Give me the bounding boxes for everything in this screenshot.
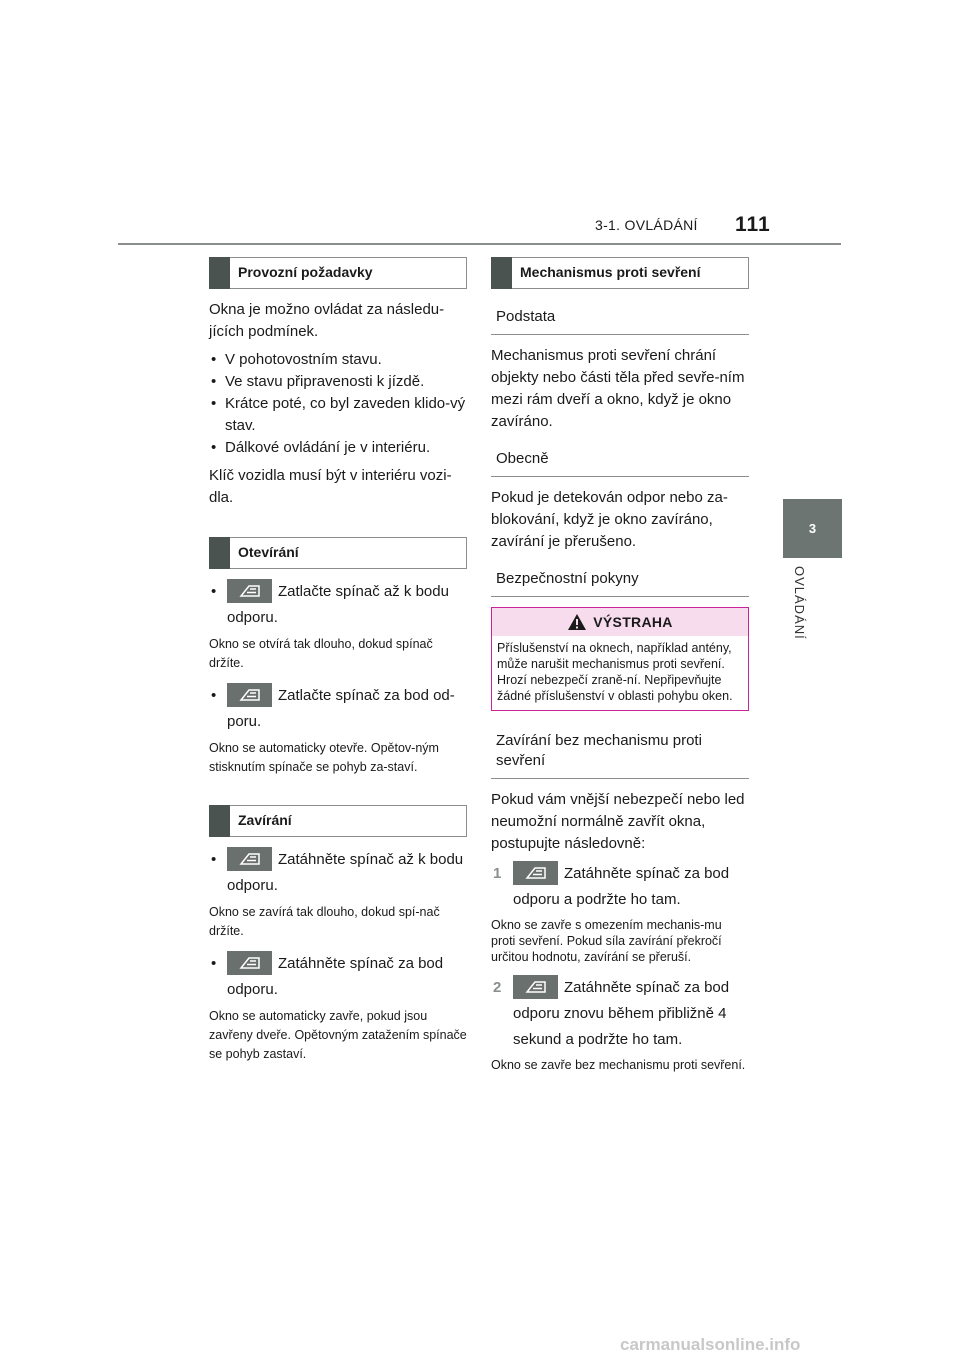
list-item: • Zatlačte spínač až k bodu odporu. (209, 579, 467, 631)
list-item: • Ve stavu připravenosti k jízdě. (209, 371, 467, 393)
header-rule (118, 243, 841, 245)
note: Okno se zavře s omezením mechanis-mu proti sevření. Pokud síla zavírání překročí určitou hodnotu, zavírání se přeruší. (491, 918, 722, 964)
paragraph: Okna je možno ovládat za následu-jících podmínek. (209, 301, 445, 340)
watermark: carmanualsonline.info (620, 1335, 801, 1354)
note: Okno se automaticky zavře, pokud jsou zavřeny dveře. Opětovným zatažením spínače se pohyb zastaví. (209, 1009, 467, 1061)
chapter-tab: 3 (783, 499, 842, 558)
window-switch-icon (227, 847, 272, 871)
subheading: Bezpečnostní pokyny (491, 561, 749, 597)
section-header-opening: Otevírání (209, 537, 467, 569)
section-header-closing: Zavírání (209, 805, 467, 837)
paragraph: Mechanismus proti sevření chrání objekty nebo části těla před sevře-ním mezi rám dveří a okno, když je okno zavíráno. (491, 347, 745, 430)
paragraph: Klíč vozidla musí být v interiéru vozi-dla. (209, 467, 452, 506)
window-switch-icon (227, 951, 272, 975)
list-item: • V pohotovostním stavu. (209, 349, 467, 371)
warning-header: VÝSTRAHA (492, 608, 748, 636)
warning-box (491, 607, 749, 711)
list-item: • Zatáhněte spínač za bod odporu. (209, 951, 467, 1003)
subheading: Obecně (491, 441, 749, 477)
note: Okno se otvírá tak dlouho, dokud spínač držíte. (209, 637, 433, 670)
note: Okno se zavře bez mechanismu proti sevření. (491, 1058, 746, 1072)
subheading: Zavírání bez mechanismu proti sevření (491, 723, 749, 779)
requirements-list (209, 349, 467, 459)
section-header-anti-pinch: Mechanismus proti sevření (491, 257, 749, 289)
section-title: 3-1. OVLÁDÁNÍ (595, 217, 698, 233)
paragraph: Pokud vám vnější nebezpečí nebo led neumožní normálně zavřít okna, postupujte následovně: (491, 791, 745, 852)
list-item: • Krátce poté, co byl zaveden klido-vý stav. (209, 393, 467, 437)
subheading: Podstata (491, 299, 749, 335)
warning-triangle-icon (567, 613, 587, 631)
window-switch-icon (227, 579, 272, 603)
step-item: 2 Zatáhněte spínač za bod odporu znovu během přibližně 4 sekund a podržte ho tam. (491, 975, 749, 1053)
step-item: 1 Zatáhněte spínač za bod odporu a podržte ho tam. (491, 861, 749, 913)
list-item: • Dálkové ovládání je v interiéru. (209, 437, 467, 459)
list-item: • Zatáhněte spínač až k bodu odporu. (209, 847, 467, 899)
left-column (209, 257, 467, 1074)
window-switch-icon (513, 861, 558, 885)
warning-text: Příslušenství na oknech, například antény, může narušit mechanismus proti sevření. Hrozí nebezpečí zraně-ní. Nepřipevňujte žádné příslušenství v oblasti pohybu oken. (497, 641, 733, 703)
paragraph: Pokud je detekován odpor nebo za-blokování, když je okno zavíráno, zavírání je přerušeno. (491, 489, 728, 550)
page-number: 111 (735, 213, 771, 236)
window-switch-icon (227, 683, 272, 707)
note: Okno se automaticky otevře. Opětov-ným stisknutím spínače se pohyb za-staví. (209, 741, 439, 774)
section-header-requirements: Provozní požadavky (209, 257, 467, 289)
window-switch-icon (513, 975, 558, 999)
chapter-label: OVLÁDÁNÍ (792, 566, 807, 640)
right-column (491, 257, 749, 1083)
list-item: • Zatlačte spínač za bod od-poru. (209, 683, 467, 735)
note: Okno se zavírá tak dlouho, dokud spí-nač držíte. (209, 905, 440, 938)
